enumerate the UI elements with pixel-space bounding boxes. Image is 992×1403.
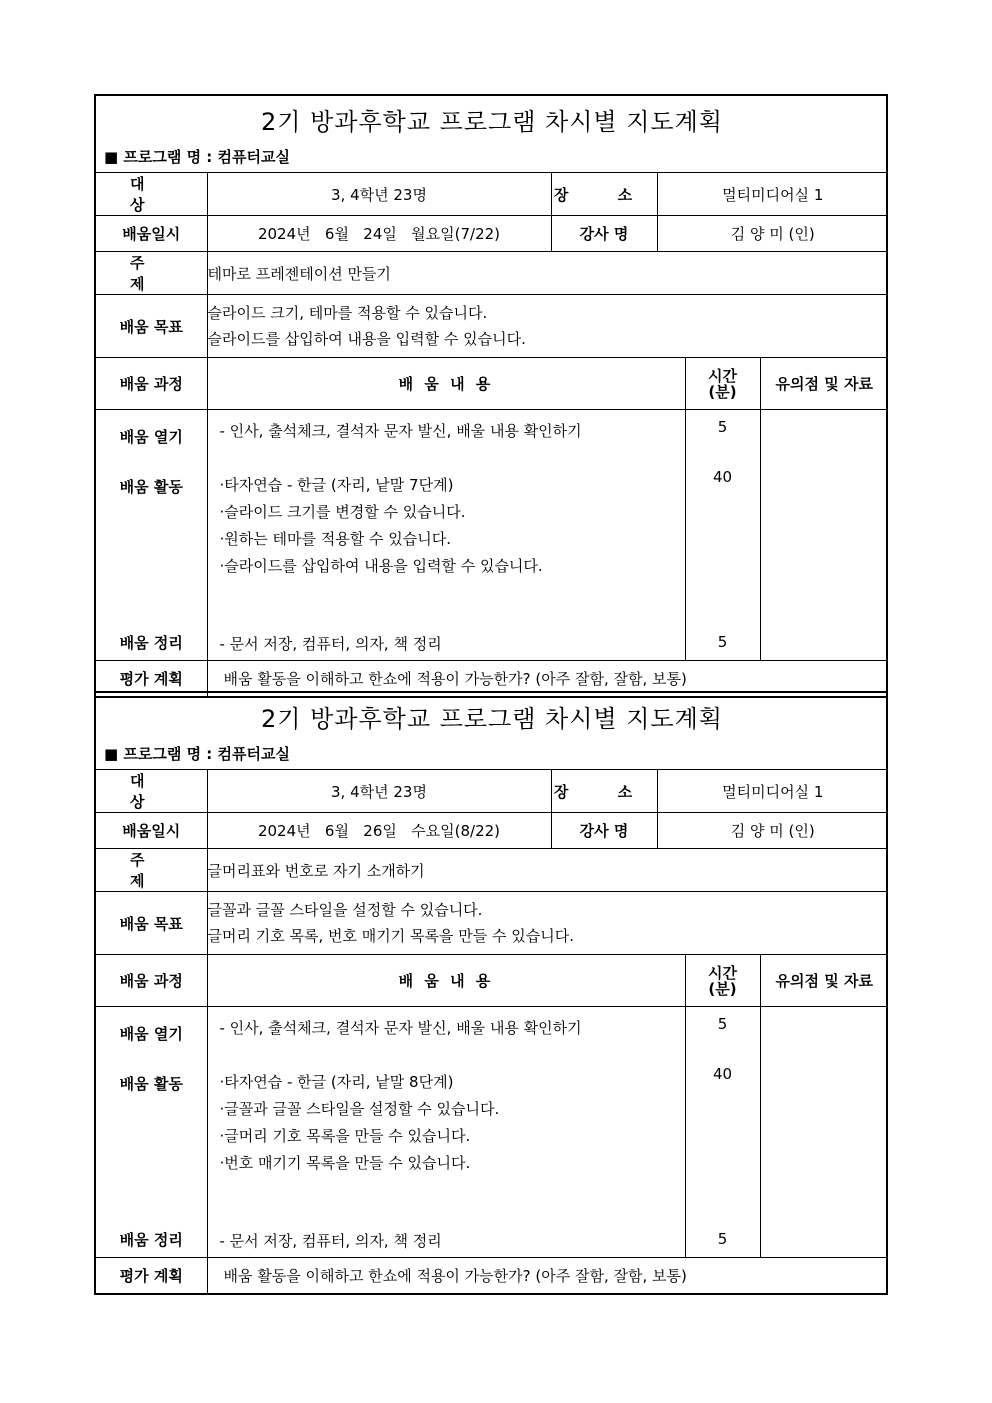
eval-value: 배움 활동을 이해하고 한쇼에 적용이 가능한가? (아주 잘함, 잘함, 보통) (207, 1258, 888, 1293)
place-value: 멀티미디어실 1 (657, 173, 888, 216)
content-column (207, 410, 685, 661)
content-label: 배 움 내 용 (207, 358, 685, 410)
plan-title: 2기 방과후학교 프로그램 차시별 지도계획 (261, 705, 723, 733)
program-name: ■ 프로그램 명 : 컴퓨터교실 (104, 745, 290, 763)
eval-label: 평가 계획 (96, 1258, 207, 1293)
stage-close: 배움 정리 (119, 1231, 183, 1249)
activity-line: ·슬라이드를 삽입하여 내용을 입력할 수 있습니다. (219, 557, 543, 575)
eval-label: 평가 계획 (96, 661, 207, 696)
stage-column (96, 410, 207, 661)
teacher-value: 김 양 미 (인) (657, 216, 888, 252)
target-value: 3, 4학년 23명 (207, 770, 551, 813)
activity-line: ·글머리 기호 목록을 만들 수 있습니다. (219, 1127, 471, 1145)
plan-header (96, 693, 888, 770)
eval-value: 배움 활동을 이해하고 한쇼에 적용이 가능한가? (아주 잘함, 잘함, 보통) (207, 661, 888, 696)
time-label: 시간 (분) (685, 358, 760, 410)
topic-label: 주 제 (96, 252, 207, 295)
goal-item: 슬라이드 크기, 테마를 적용할 수 있습니다. (207, 304, 488, 322)
activity-line: ·타자연습 - 한글 (자리, 낱말 7단계) (219, 476, 454, 494)
activity-line: ·글꼴과 글꼴 스타일을 설정할 수 있습니다. (219, 1100, 500, 1118)
open-text: - 인사, 출석체크, 결석자 문자 발신, 배울 내용 확인하기 (219, 422, 582, 440)
time-open: 5 (717, 1015, 728, 1033)
place-label: 장 소 (551, 173, 657, 216)
notes-label: 유의점 및 자료 (760, 955, 888, 1007)
close-text: - 문서 저장, 컴퓨터, 의자, 책 정리 (219, 1232, 442, 1250)
plan-header (96, 96, 888, 173)
goal-label: 배움 목표 (96, 892, 207, 955)
activity-line: ·타자연습 - 한글 (자리, 낱말 8단계) (219, 1073, 454, 1091)
stage-open: 배움 열기 (119, 1025, 183, 1043)
teacher-value: 김 양 미 (인) (657, 813, 888, 849)
target-value: 3, 4학년 23명 (207, 173, 551, 216)
time-column (685, 410, 760, 661)
topic-value: 테마로 프레젠테이션 만들기 (207, 252, 888, 295)
place-label: 장 소 (551, 770, 657, 813)
stage-activity: 배움 활동 (119, 1075, 183, 1093)
time-activity: 40 (712, 468, 733, 486)
time-open: 5 (717, 418, 728, 436)
close-text: - 문서 저장, 컴퓨터, 의자, 책 정리 (219, 635, 442, 653)
plan-title: 2기 방과후학교 프로그램 차시별 지도계획 (261, 108, 723, 136)
date-value: 2024년 6월 26일 수요일(8/22) (207, 813, 551, 849)
program-name: ■ 프로그램 명 : 컴퓨터교실 (104, 148, 290, 166)
stage-column (96, 1007, 207, 1258)
time-column (685, 1007, 760, 1258)
teacher-label: 강사 명 (551, 216, 657, 252)
stage-close: 배움 정리 (119, 634, 183, 652)
topic-value: 글머리표와 번호로 자기 소개하기 (207, 849, 888, 892)
time-activity: 40 (712, 1065, 733, 1083)
goal-item: 글꼴과 글꼴 스타일을 설정할 수 있습니다. (207, 901, 483, 919)
content-column (207, 1007, 685, 1258)
open-text: - 인사, 출석체크, 결석자 문자 발신, 배울 내용 확인하기 (219, 1019, 582, 1037)
lesson-plan (94, 691, 888, 1295)
goal-list (207, 892, 888, 955)
activity-line: ·슬라이드 크기를 변경할 수 있습니다. (219, 503, 466, 521)
notes-column (760, 1007, 888, 1258)
target-label: 대 상 (96, 770, 207, 813)
time-close: 5 (717, 1230, 728, 1248)
goal-list (207, 295, 888, 358)
stage-open: 배움 열기 (119, 428, 183, 446)
lesson-plan (94, 94, 888, 698)
date-value: 2024년 6월 24일 월요일(7/22) (207, 216, 551, 252)
goal-item: 슬라이드를 삽입하여 내용을 입력할 수 있습니다. (207, 330, 526, 348)
stage-activity: 배움 활동 (119, 478, 183, 496)
process-label: 배움 과정 (96, 358, 207, 410)
activity-line: ·원하는 테마를 적용할 수 있습니다. (219, 530, 451, 548)
goal-item: 글머리 기호 목록, 번호 매기기 목록을 만들 수 있습니다. (207, 927, 574, 945)
place-value: 멀티미디어실 1 (657, 770, 888, 813)
topic-label: 주 제 (96, 849, 207, 892)
time-close: 5 (717, 633, 728, 651)
notes-column (760, 410, 888, 661)
activity-line: ·번호 매기기 목록을 만들 수 있습니다. (219, 1154, 471, 1172)
notes-label: 유의점 및 자료 (760, 358, 888, 410)
time-label: 시간 (분) (685, 955, 760, 1007)
target-label: 대 상 (96, 173, 207, 216)
goal-label: 배움 목표 (96, 295, 207, 358)
process-label: 배움 과정 (96, 955, 207, 1007)
teacher-label: 강사 명 (551, 813, 657, 849)
date-label: 배움일시 (96, 813, 207, 849)
content-label: 배 움 내 용 (207, 955, 685, 1007)
date-label: 배움일시 (96, 216, 207, 252)
